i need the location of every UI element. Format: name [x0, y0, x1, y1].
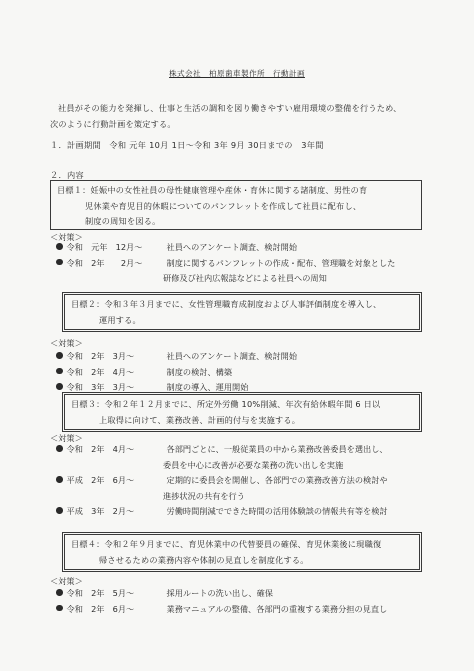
bullet-icon [56, 445, 63, 452]
measure-text: 採用ルートの洗い出し、確保 [166, 588, 273, 598]
measures-label: ＜対策＞ [50, 232, 83, 242]
intro-line: 社員がその能力を発揮し、仕事と生活の調和を図り働きやすい雇用環境の整備を行うため、 [58, 103, 402, 113]
goal-line: 児休業や育児目的休暇についてのパンフレットを作成して社員に配布し、 [85, 200, 362, 211]
measure-date: 令和 元年 12月～ [66, 242, 143, 252]
measures-label: ＜対策＞ [50, 338, 83, 348]
bullet-icon [56, 259, 63, 266]
measure-date: 令和 2年 4月～ [66, 444, 135, 454]
measure-item [56, 602, 387, 618]
bullet-icon [56, 368, 63, 375]
measure-item [56, 586, 387, 602]
measure-item [56, 504, 388, 520]
bullet-icon [56, 507, 63, 514]
goal-box-2 [62, 292, 422, 332]
measure-item [56, 365, 297, 381]
goal-line: 上取得に向けて、業務改善、計画的付与を実施する。 [99, 414, 301, 425]
measure-text: 定期的に委員会を開催し、各部門での業務改善方法の検討や [166, 475, 388, 485]
goal-line: 帰させるための業務内容や体制の見直しを制度化する。 [99, 554, 309, 565]
measure-date: 令和 2年 6月～ [66, 603, 135, 614]
measures-list-4 [56, 586, 387, 617]
goal-line: 目標１：妊娠中の女性社員の母性健康管理や産休・育休に関する諸制度、男性の育 [57, 185, 368, 195]
measure-text: 制度の導入、運用開始 [166, 382, 249, 392]
goal-line: 制度の周知を図る。 [85, 216, 161, 226]
goal-line: 目標４：令和２年９月までに、育児休業中の代替要員の確保、育児休業後に現職復 [71, 539, 382, 549]
bullet-icon [56, 243, 63, 250]
measure-text: 制度に関するパンフレットの作成・配布、管理職を対象とした [166, 257, 396, 268]
goal-line: 運用する。 [99, 314, 141, 325]
measure-text: 制度の検討、構築 [166, 366, 233, 377]
intro-paragraph [50, 100, 430, 132]
measure-date: 令和 3年 3月～ [66, 382, 135, 392]
goal-box-1 [50, 180, 422, 230]
measures-label: ＜対策＞ [50, 433, 83, 443]
measure-text: 社員へのアンケート調査、検討開始 [166, 242, 298, 252]
measure-item [56, 473, 388, 489]
measure-text: 業務マニュアルの整備、各部門の重複する業務分担の見直し [166, 603, 388, 614]
page-title: 株式会社 柏原歯車製作所 行動計画 [169, 69, 305, 78]
section-heading: ２．内容 [50, 170, 84, 180]
goal-box-3 [62, 392, 422, 432]
measure-continuation: 委員を中心に改善が必要な業務の洗い出しを実施 [163, 459, 344, 470]
measure-date: 令和 2年 4月～ [66, 366, 135, 377]
measure-text: 各部門ごとに、一般従業員の中から業務改善委員を選出し、 [166, 444, 388, 454]
measure-date: 令和 2年 3月～ [66, 351, 135, 361]
measure-item [56, 349, 297, 365]
intro-line: 次のように行動計画を策定する。 [50, 119, 176, 129]
measure-continuation: 研修及び社内広報誌などによる社員への周知 [163, 273, 327, 283]
bullet-icon [56, 589, 63, 596]
goal-box-4 [62, 532, 422, 572]
measure-date: 令和 2年 5月～ [66, 588, 135, 598]
goal-line: 目標３：令和２年１２月までに、所定外労働 10%削減、年次有給休暇年間 6 日以 [71, 399, 381, 409]
measure-date: 平成 3年 2月～ [66, 506, 135, 516]
measures-list-3 [56, 442, 388, 520]
measure-item [56, 256, 395, 272]
bullet-icon [56, 476, 63, 483]
bullet-icon [56, 352, 63, 359]
measure-date: 平成 2年 6月～ [66, 475, 135, 485]
measure-item [56, 442, 388, 458]
measures-list-1 [56, 240, 395, 287]
bullet-icon [56, 605, 63, 612]
measure-text: 社員へのアンケート調査、検討開始 [166, 351, 298, 361]
plan-period: １．計画期間 令和 元年 10月 1日～令和 3年 9月 30日までの 3年間 [50, 140, 324, 150]
bullet-icon [56, 383, 63, 390]
measures-list-2 [56, 349, 297, 396]
goal-line: 目標２：令和３年３月までに、女性管理職育成制度および人事評価制度を導入し、 [71, 299, 382, 309]
measures-label: ＜対策＞ [50, 576, 83, 586]
measure-text: 労働時間削減でできた時間の活用体験談の情報共有等を検討 [166, 506, 388, 516]
measure-item [56, 240, 395, 256]
measure-continuation: 進捗状況の共有を行う [163, 490, 245, 501]
measure-date: 令和 2年 2月～ [66, 257, 143, 268]
